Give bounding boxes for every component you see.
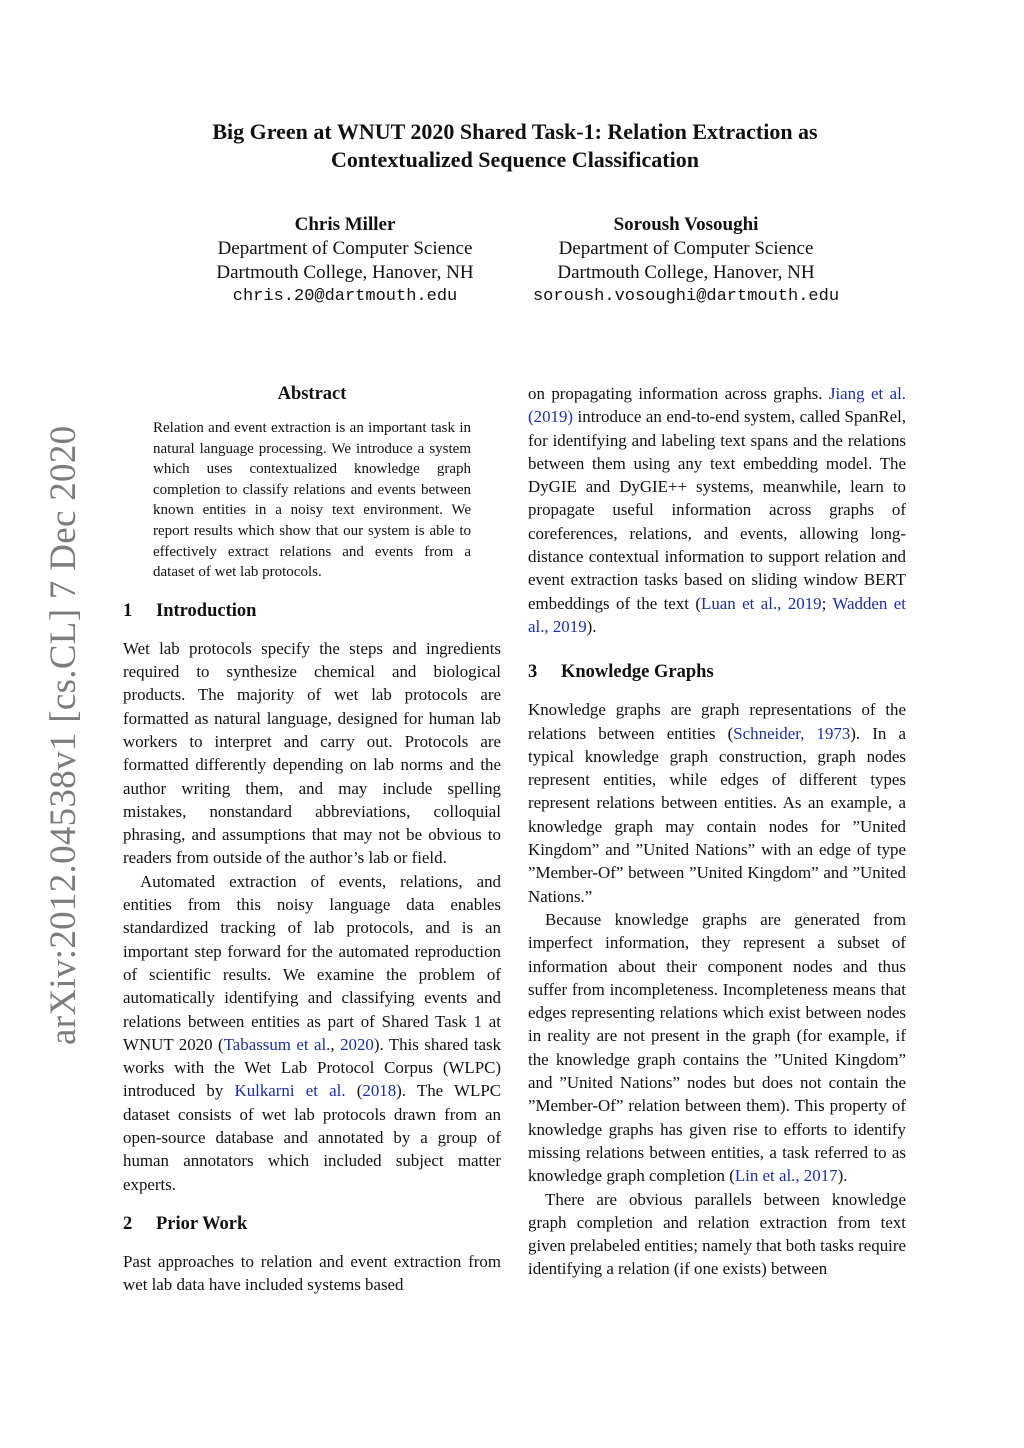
citation-link[interactable]: 2018 <box>362 1081 397 1101</box>
section-heading-knowledge-graphs <box>528 660 906 684</box>
right-column <box>528 382 906 1281</box>
arxiv-identifier-stamp: arXiv:2012.04538v1 [cs.CL] 7 Dec 2020 <box>43 425 84 1045</box>
author-name: Soroush Vosoughi <box>613 214 759 235</box>
section-title: Knowledge Graphs <box>561 662 714 683</box>
prior-text-c: ). <box>586 616 597 636</box>
prior-text-a: on propagating information across graphs. <box>528 384 829 403</box>
section-heading-prior-work <box>123 1212 501 1236</box>
citation-link[interactable]: Kulkarni et al. <box>234 1081 346 1101</box>
kg-paragraph-2 <box>528 908 906 1188</box>
author-email[interactable]: chris.20@dartmouth.edu <box>232 287 458 306</box>
section-title: Prior Work <box>156 1213 248 1234</box>
citation-link[interactable]: 2020 <box>340 1034 374 1054</box>
prior-work-paragraph-continued <box>528 382 906 638</box>
prior-text-b: introduce an end-to-end system, called SpanRel, for identifying and labeling text spans and the relations between them using any text embedding model. The DyGIE and DyGIE++ systems, meanwhile, learn to propagate useful information across graphs of coreferences, relations, and events, allowing long-distance contextual information to support relation and event extraction tasks based on sliding window BERT embeddings of the text ( <box>528 407 906 613</box>
abstract-heading: Abstract <box>277 384 347 404</box>
intro-paragraph-2 <box>123 870 501 1196</box>
intro-paragraph-1: Wet lab protocols specify the steps and ingredients required to synthesize chemical and biological products. The majority of wet lab protocols are formatted as natural language, designed for human lab workers to interpret and carry out. Protocols are formatted differently depending on lab norms and the author writing them, and may include spelling mistakes, nonstandard abbreviations, colloquial phrasing, and assumptions that may not be obvious to readers from outside of the author’s lab or field. <box>123 638 501 868</box>
citation-link[interactable]: Jiang et al. (2019) <box>528 384 907 427</box>
citation-separator: ; <box>821 593 833 613</box>
paper-title <box>130 118 900 174</box>
intro-p2-text-a: Automated extraction of events, relations, and entities from this noisy language data enables standardized tracking of lab protocols, and is an important step forward for the automated reproduction of scientific results. We examine the problem of automatically identifying and classifying events and relations between entities as part of Shared Task 1 at WNUT 2020 ( <box>123 871 501 1054</box>
author-department: Department of Computer Science <box>217 238 473 259</box>
intro-p2-text-b: ). This shared task works with the Wet Lab Protocol Corpus (WLPC) introduced by <box>123 1034 501 1101</box>
paper-title-line-2: Contextualized Sequence Classification <box>331 147 699 172</box>
citation-separator: ( <box>345 1081 363 1101</box>
citation-link[interactable]: Luan et al., 2019 <box>701 593 822 613</box>
author-department: Department of Computer Science <box>558 238 814 259</box>
prior-work-paragraph: Past approaches to relation and event extraction from wet lab data have included systems based <box>123 1251 501 1295</box>
intro-p2-text-c: ). The WLPC dataset consists of wet lab protocols drawn from an open-source database and annotated by a group of human annotators which included subject matter experts. <box>123 1081 501 1194</box>
author-block-1 <box>195 213 495 309</box>
citation-link[interactable]: Tabassum et al. <box>223 1034 331 1054</box>
kg-p1-text-b: ). In a typical knowledge graph construction, graph nodes represent entities, while edges of different types represent relations between entities. As an example, a knowledge graph may contain nodes for ”United Kingdom” and ”United Nations” with an edge of type ”Member-Of” between ”United Kingdom” and ”United Nations.” <box>528 723 906 906</box>
left-column <box>123 382 501 1296</box>
citation-link[interactable]: Lin et al., 2017 <box>734 1166 838 1186</box>
section-number: 3 <box>528 662 538 683</box>
section-title: Introduction <box>156 600 257 621</box>
kg-paragraph-1 <box>528 698 906 908</box>
citation-link[interactable]: Schneider, 1973 <box>733 723 851 743</box>
author-name: Chris Miller <box>294 214 396 235</box>
citation-link[interactable]: Wadden et al., 2019 <box>528 593 906 636</box>
kg-p2-text-a: Because knowledge graphs are generated from imperfect information, they represent a subset of information about their component nodes and thus suffer from incompleteness. Incompleteness means that edges representing relations which exist between nodes in reality are not present in the graph (for example, if the knowledge graph contains the ”United Kingdom” and ”United Nations” nodes but does not contain the ”Member-Of” relation between them). This property of knowledge graphs has given rise to efforts to identify missing relations between entities, a task referred to as knowledge graph completion ( <box>528 909 906 1186</box>
author-email[interactable]: soroush.vosoughi@dartmouth.edu <box>532 287 840 306</box>
kg-p1-text-a: Knowledge graphs are graph representations of the relations between entities ( <box>528 700 906 743</box>
abstract-text: Relation and event extraction is an important task in natural language processing. We introduce a system which uses contextualized knowledge graph completion to classify relations and events between known entities in a noisy text environment. We report results which show that our system is able to effectively extract relations and events from a dataset of wet lab protocols. <box>153 420 471 581</box>
section-heading-introduction <box>123 599 501 623</box>
citation-separator: , <box>330 1034 341 1054</box>
kg-paragraph-3: There are obvious parallels between knowledge graph completion and relation extraction from text given prelabeled entities; namely that both tasks require identifying a relation (if one exists) between <box>528 1189 906 1279</box>
author-block-2 <box>498 213 874 309</box>
kg-p2-text-b: ). <box>837 1166 848 1186</box>
paper-title-line-1: Big Green at WNUT 2020 Shared Task-1: Relation Extraction as <box>212 119 818 144</box>
section-number: 1 <box>123 600 133 621</box>
author-affiliation: Dartmouth College, Hanover, NH <box>557 262 815 283</box>
author-affiliation: Dartmouth College, Hanover, NH <box>216 262 474 283</box>
section-number: 2 <box>123 1213 133 1234</box>
